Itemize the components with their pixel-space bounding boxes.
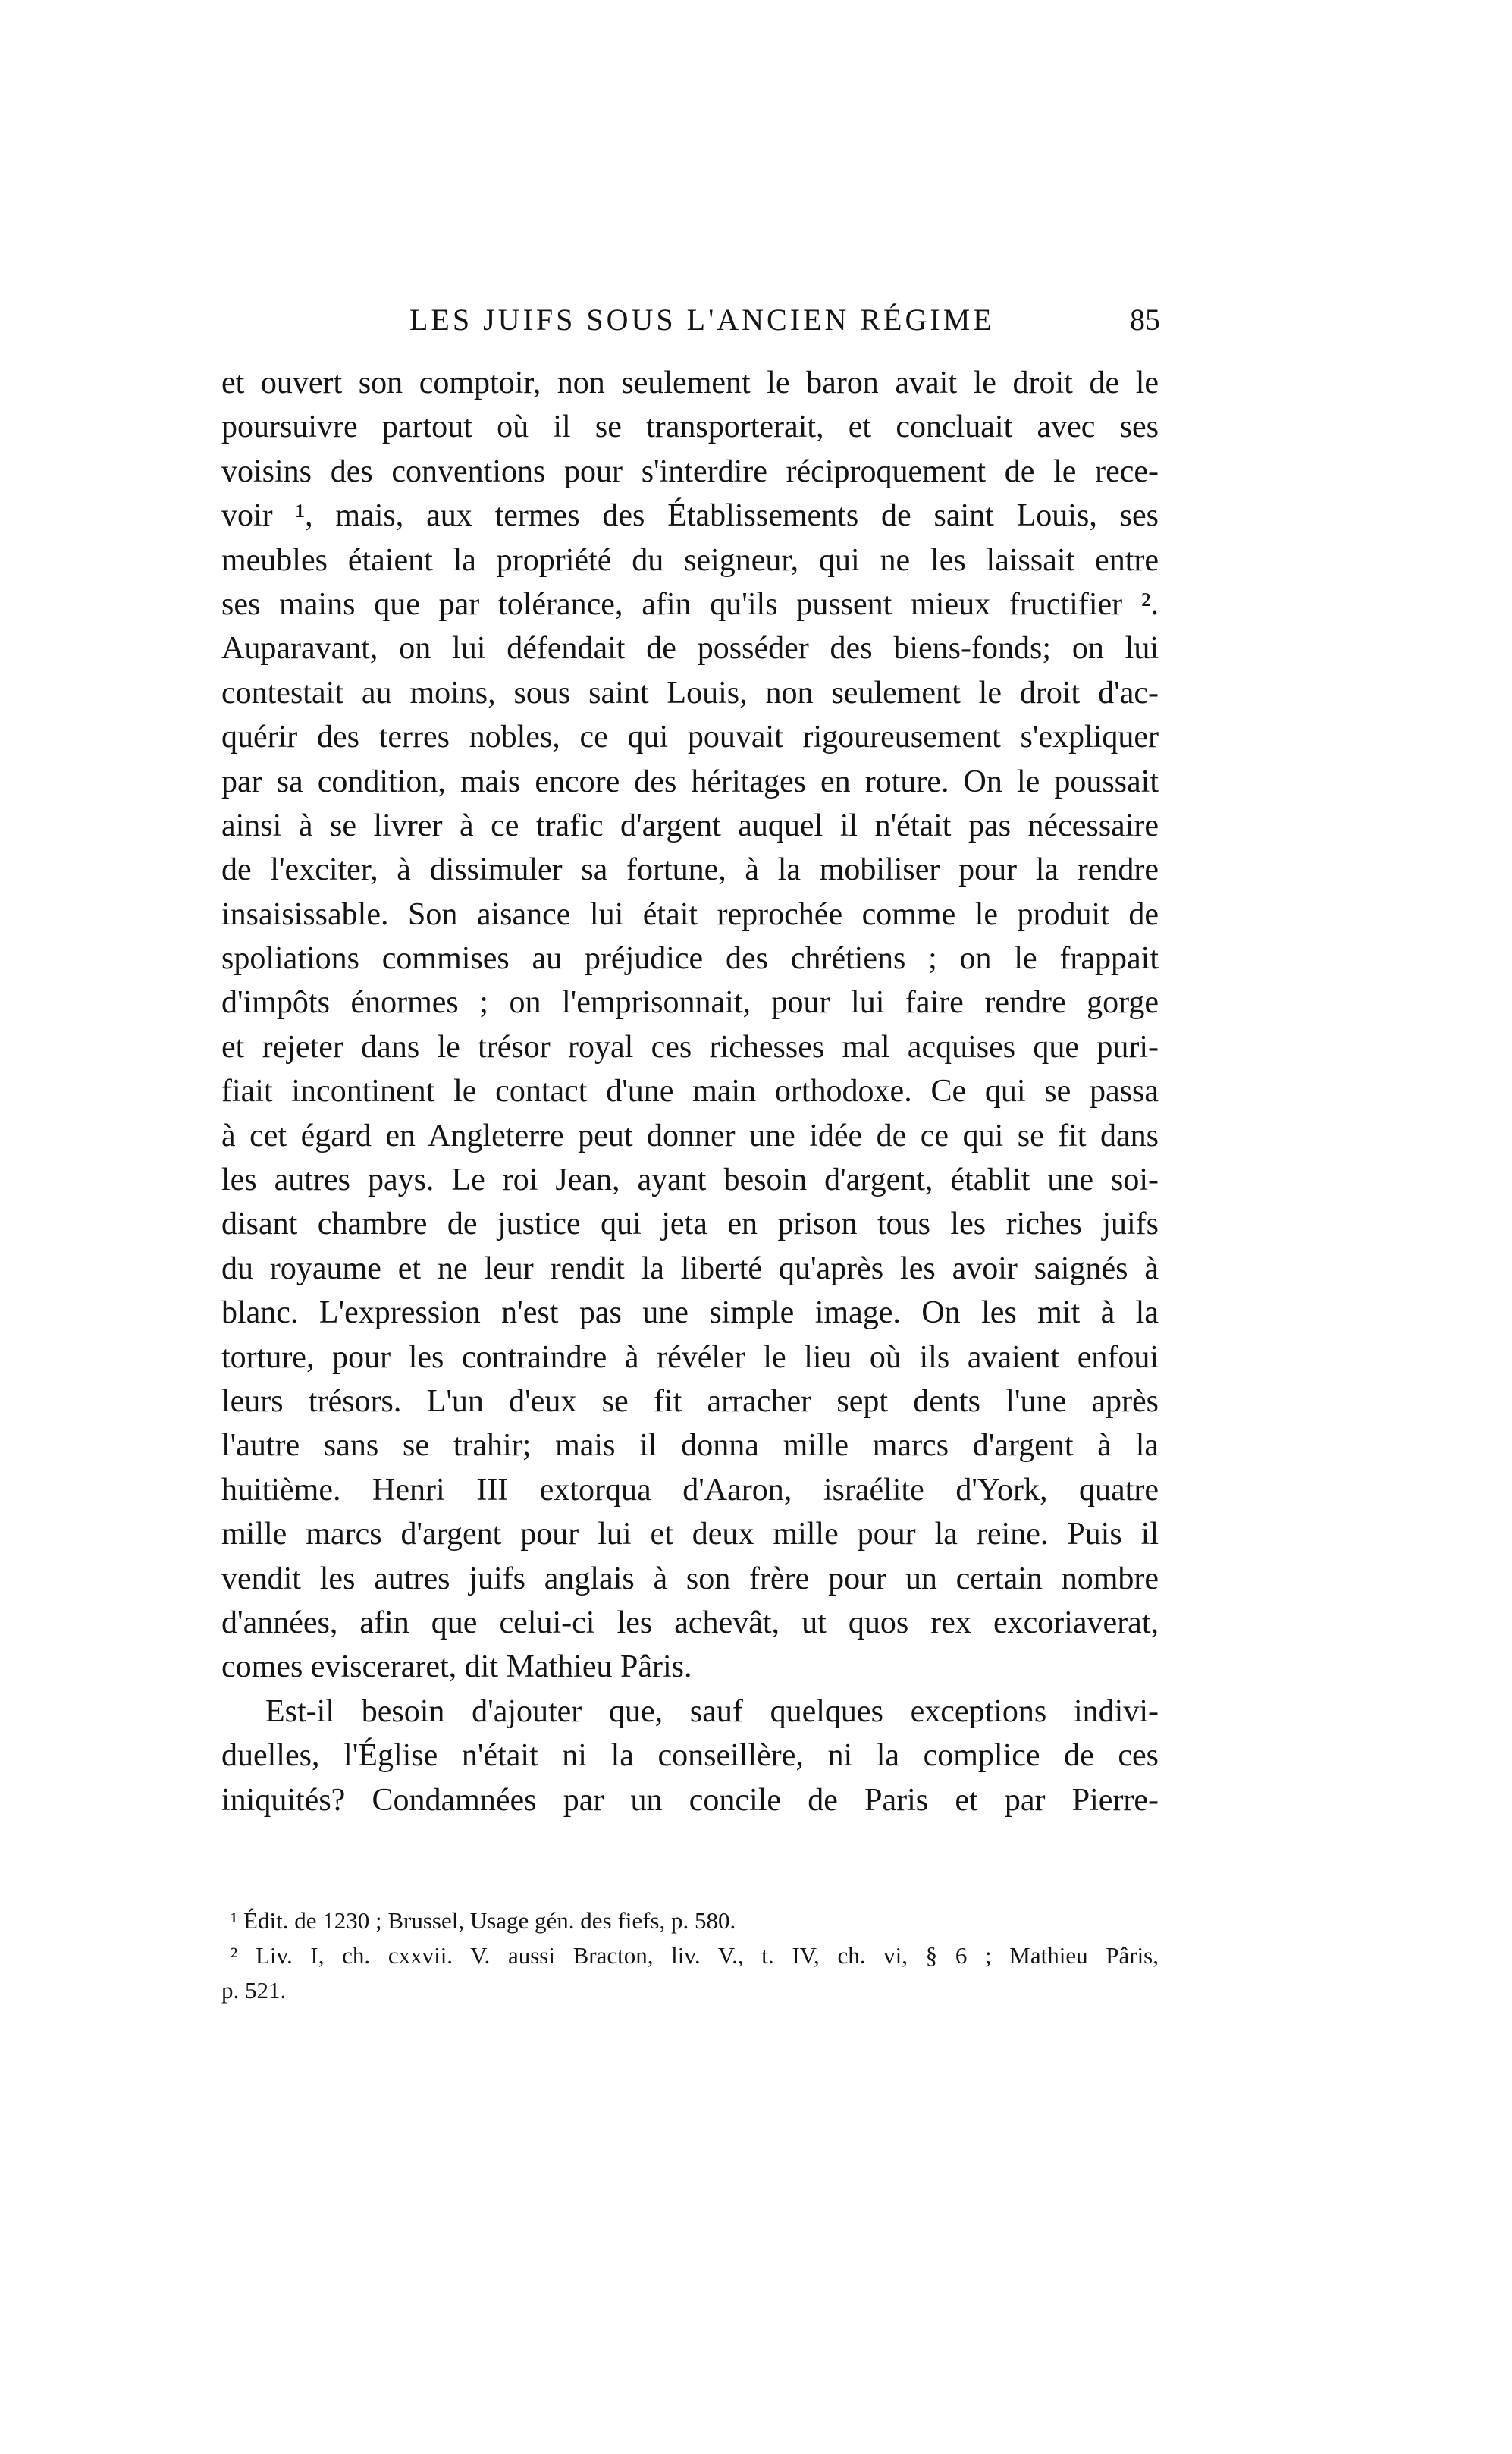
text-line: duelles, l'Église n'était ni la conseillère, ni la complice de ces xyxy=(221,1738,1159,1774)
text-line: du royaume et ne leur rendit la liberté qu'après les avoir saignés à xyxy=(221,1251,1159,1286)
text-line: comes evisceraret, dit Mathieu Pâris. xyxy=(221,1649,692,1685)
text-line: ses mains que par tolérance, afin qu'ils pussent mieux fructifier ². xyxy=(221,586,1159,622)
text-line: les autres pays. Le roi Jean, ayant besoin d'argent, établit une soi- xyxy=(221,1163,1159,1198)
text-line: spoliations commises au préjudice des chrétiens ; on le frappait xyxy=(221,941,1159,977)
text-line: disant chambre de justice qui jeta en prison tous les riches juifs xyxy=(221,1207,1159,1242)
text-line: d'impôts énormes ; on l'emprisonnait, pour lui faire rendre gorge xyxy=(221,985,1159,1021)
text-line: iniquités? Condamnées par un concile de Paris et par Pierre- xyxy=(221,1782,1159,1818)
text-line: voir ¹, mais, aux termes des Établissements de saint Louis, ses xyxy=(221,498,1159,534)
text-line: vendit les autres juifs anglais à son frère pour un certain nombre xyxy=(221,1561,1159,1596)
footnote-1: ¹ Édit. de 1230 ; Brussel, Usage gén. des fiefs, p. 580. xyxy=(231,1907,736,1934)
text-line: poursuivre partout où il se transporterait, et concluait avec ses xyxy=(221,410,1159,445)
running-title: LES JUIFS SOUS L'ANCIEN RÉGIME xyxy=(409,303,995,337)
text-line: ainsi à se livrer à ce trafic d'argent auquel il n'était pas nécessaire xyxy=(221,808,1159,843)
footnote-2-continued: p. 521. xyxy=(221,1977,287,2004)
footnote-2: ² Liv. I, ch. cxxvii. V. aussi Bracton, liv. V., t. IV, ch. vi, § 6 ; Mathieu Pâris, xyxy=(231,1942,1159,1969)
text-line: insaisissable. Son aisance lui était reprochée comme le produit de xyxy=(221,896,1159,932)
text-line: Est-il besoin d'ajouter que, sauf quelques exceptions indivi- xyxy=(265,1693,1159,1729)
running-head xyxy=(409,302,1160,340)
footnotes xyxy=(221,1903,1159,2008)
text-line: Auparavant, on lui défendait de posséder des biens-fonds; on lui xyxy=(221,631,1159,667)
text-line: et ouvert son comptoir, non seulement le baron avait le droit de le xyxy=(221,366,1159,400)
text-line: et rejeter dans le trésor royal ces richesses mal acquises que puri- xyxy=(221,1029,1159,1065)
text-line: blanc. L'expression n'est pas une simple image. On les mit à la xyxy=(221,1295,1159,1331)
page-number: 85 xyxy=(1130,303,1160,337)
text-line: fiait incontinent le contact d'une main orthodoxe. Ce qui se passa xyxy=(221,1074,1159,1109)
text-line: mille marcs d'argent pour lui et deux mille pour la reine. Puis il xyxy=(221,1517,1159,1552)
text-line: par sa condition, mais encore des héritages en roture. On le poussait xyxy=(221,764,1159,799)
text-line: torture, pour les contraindre à révéler le lieu où ils avaient enfoui xyxy=(221,1339,1159,1375)
text-line: l'autre sans se trahir; mais il donna mille marcs d'argent à la xyxy=(221,1428,1159,1464)
text-line: d'années, afin que celui-ci les achevât, ut quos rex excoriaverat, xyxy=(221,1605,1159,1640)
text-line: contestait au moins, sous saint Louis, non seulement le droit d'ac- xyxy=(221,675,1159,711)
text-line: leurs trésors. L'un d'eux se fit arracher sept dents l'une après xyxy=(221,1383,1159,1419)
text-line: huitième. Henri III extorqua d'Aaron, israélite d'York, quatre xyxy=(221,1472,1159,1508)
text-line: voisins des conventions pour s'interdire réciproquement de le rece- xyxy=(221,453,1159,489)
text-line: quérir des terres nobles, ce qui pouvait rigoureusement s'expliquer xyxy=(221,720,1159,755)
text-line: meubles étaient la propriété du seigneur, qui ne les laissait entre xyxy=(221,542,1159,578)
body-text xyxy=(221,361,1159,1822)
text-line: de l'exciter, à dissimuler sa fortune, à la mobiliser pour la rendre xyxy=(221,852,1159,888)
text-line: à cet égard en Angleterre peut donner une idée de ce qui se fit dans xyxy=(221,1118,1159,1153)
